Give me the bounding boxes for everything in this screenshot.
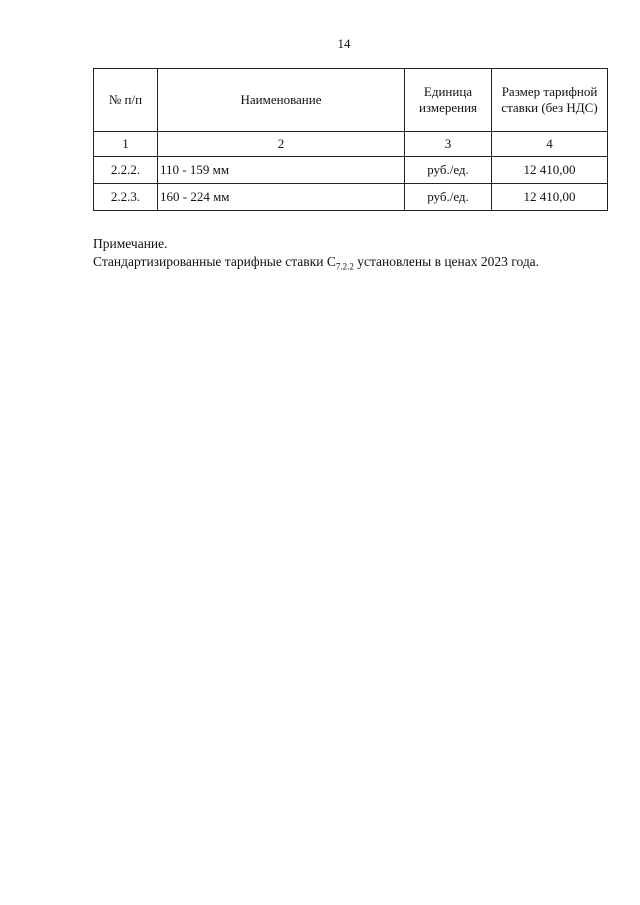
header-number: № п/п (94, 69, 158, 132)
column-index: 1 (94, 132, 158, 157)
note-text-after: установлены в ценах 2023 года. (353, 254, 540, 269)
row-name: 110 - 159 мм (158, 157, 405, 184)
table-header-row (94, 69, 608, 132)
header-name: Наименование (158, 69, 405, 132)
row-name: 160 - 224 мм (158, 184, 405, 211)
row-number: 2.2.2. (94, 157, 158, 184)
page-number: 14 (337, 36, 351, 51)
row-unit: руб./ед. (405, 157, 492, 184)
table-row (94, 157, 608, 184)
note-title: Примечание. (93, 236, 168, 251)
row-unit: руб./ед. (405, 184, 492, 211)
row-rate: 12 410,00 (492, 157, 608, 184)
note-text-before: Стандартизированные тарифные ставки С (93, 254, 336, 269)
table-row (94, 184, 608, 211)
header-rate: Размер тарифной ставки (без НДС) (492, 69, 608, 132)
column-index: 3 (405, 132, 492, 157)
row-rate: 12 410,00 (492, 184, 608, 211)
note-subscript: 7.2.2 (335, 261, 354, 272)
column-index-row (94, 132, 608, 157)
row-number: 2.2.3. (94, 184, 158, 211)
note-block (93, 235, 539, 276)
column-index: 2 (158, 132, 405, 157)
header-unit: Единица измерения (405, 69, 492, 132)
column-index: 4 (492, 132, 608, 157)
note-text (93, 253, 539, 276)
tariff-table (93, 68, 608, 211)
